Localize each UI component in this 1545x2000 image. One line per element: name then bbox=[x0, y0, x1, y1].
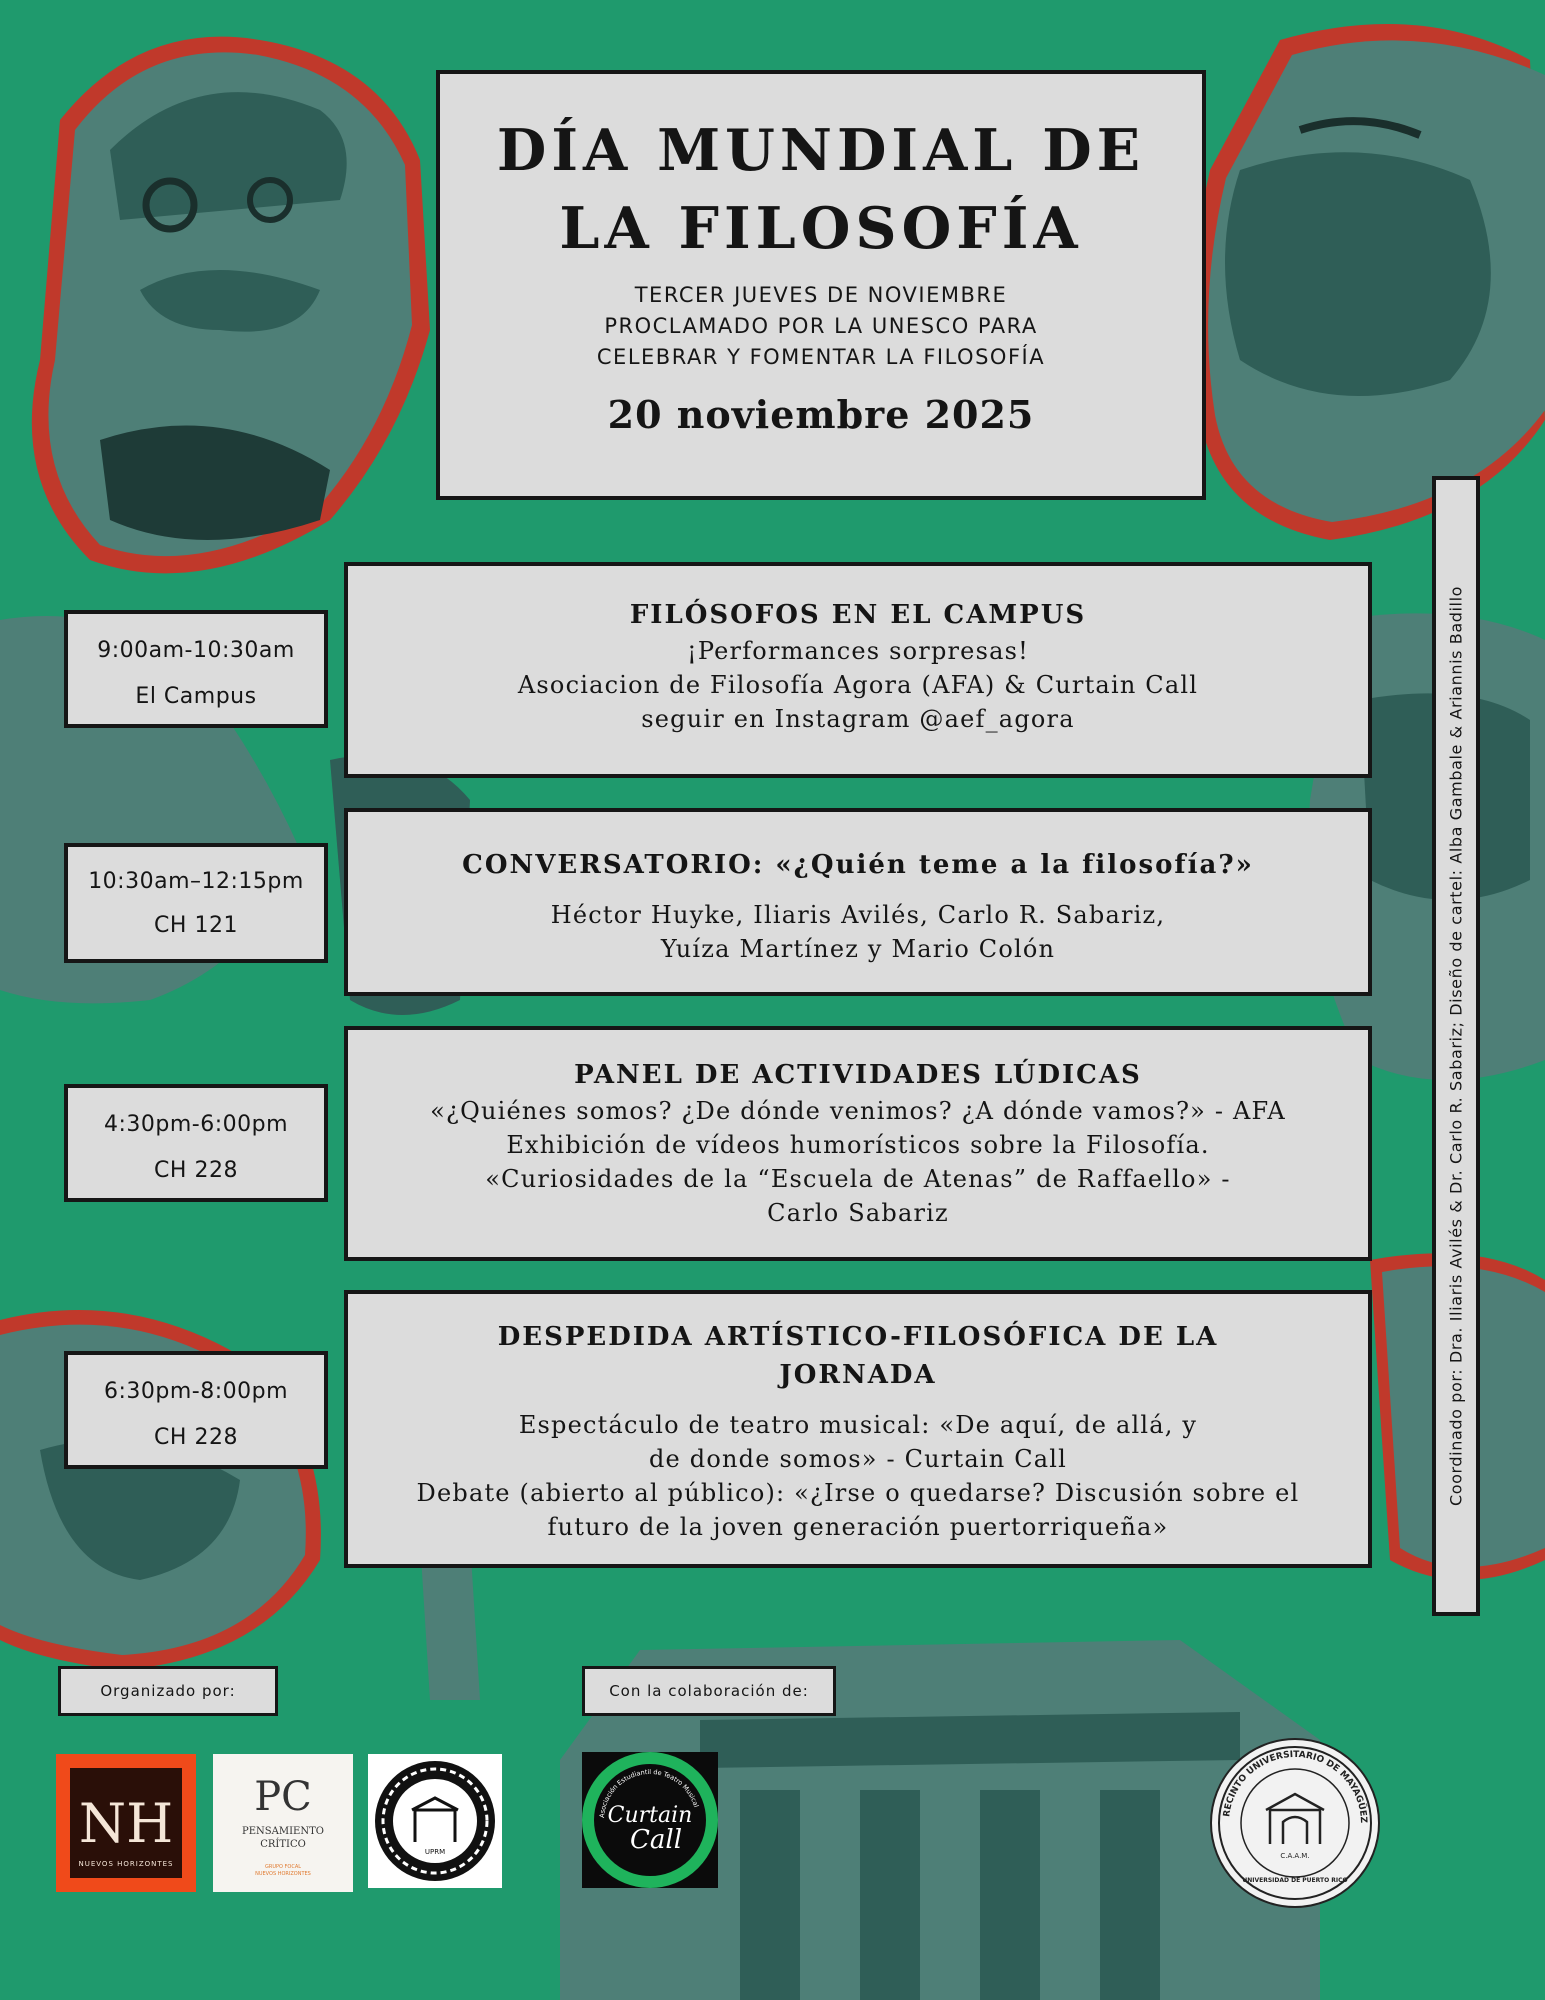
cc-line-1: Curtain bbox=[607, 1803, 693, 1828]
event-card-4 bbox=[344, 1290, 1372, 1568]
time-slot-4 bbox=[64, 1351, 328, 1469]
collab-label: Con la colaboración de: bbox=[582, 1666, 836, 1716]
event-title-3: PANEL DE ACTIVIDADES LÚDICAS bbox=[574, 1060, 1142, 1090]
event-title-4-line-2: JORNADA bbox=[779, 1360, 937, 1390]
curtain-call-logo bbox=[582, 1752, 718, 1888]
pc-name-1: PENSAMIENTO bbox=[242, 1826, 324, 1837]
event-title-2: CONVERSATORIO: «¿Quién teme a la filosofía?» bbox=[462, 850, 1254, 880]
event-4-line-2: de donde somos» - Curtain Call bbox=[648, 1445, 1068, 1473]
event-4-line-4: futuro de la joven generación puertorriqueña» bbox=[547, 1513, 1169, 1541]
place-4: CH 228 bbox=[154, 1425, 238, 1450]
pc-sub-2: NUEVOS HORIZONTES bbox=[255, 1871, 311, 1877]
event-1-line-3: seguir en Instagram @aef_agora bbox=[641, 705, 1075, 733]
rum-seal-logo bbox=[1208, 1736, 1382, 1910]
event-4-line-3: Debate (abierto al público): «¿Irse o quedarse? Discusión sobre el bbox=[416, 1479, 1300, 1507]
time-slot-1 bbox=[64, 610, 328, 728]
event-3-line-1: «¿Quiénes somos? ¿De dónde venimos? ¿A dónde vamos?» - AFA bbox=[430, 1097, 1286, 1125]
event-date: 20 noviembre 2025 bbox=[607, 392, 1035, 437]
time-slot-3 bbox=[64, 1084, 328, 1202]
place-3: CH 228 bbox=[154, 1158, 238, 1183]
event-title-4 bbox=[348, 1318, 1368, 1394]
pc-sub-1: GRUPO FOCAL bbox=[264, 1864, 302, 1870]
event-4-line-1: Espectáculo de teatro musical: «De aquí, de allá, y bbox=[518, 1411, 1198, 1439]
event-2-line-2: Yuíza Martínez y Mario Colón bbox=[660, 935, 1056, 963]
rum-bottom: UNIVERSIDAD DE PUERTO RICO bbox=[1242, 1877, 1348, 1884]
title-line-1: DÍA MUNDIAL DE bbox=[496, 117, 1146, 184]
organized-label: Organizado por: bbox=[58, 1666, 278, 1716]
subtitle-line-2: PROCLAMADO POR LA UNESCO PARA bbox=[604, 314, 1038, 338]
time-4: 6:30pm-8:00pm bbox=[103, 1379, 289, 1404]
place-2: CH 121 bbox=[154, 913, 238, 938]
nh-letters: NH bbox=[78, 1792, 174, 1855]
title-line-2: LA FILOSOFÍA bbox=[559, 195, 1083, 262]
event-3-line-3: «Curiosidades de la “Escuela de Atenas” de Raffaello» - bbox=[485, 1165, 1231, 1193]
event-3-line-2: Exhibición de vídeos humorísticos sobre la Filosofía. bbox=[506, 1131, 1210, 1159]
pc-letters: PC bbox=[254, 1774, 312, 1820]
rum-ring-path: RECINTO UNIVERSITARIO DE MAYAGÜEZ bbox=[1222, 1749, 1369, 1824]
agora-logo bbox=[368, 1754, 502, 1888]
nuevos-horizontes-logo bbox=[56, 1754, 196, 1892]
subtitle bbox=[440, 280, 1202, 373]
cc-ring-path: Asociación Estudiantil de Teatro Musical bbox=[598, 1767, 701, 1819]
event-card-3 bbox=[344, 1026, 1372, 1261]
event-card-1 bbox=[344, 562, 1372, 778]
subtitle-line-1: TERCER JUEVES DE NOVIEMBRE bbox=[634, 283, 1008, 307]
event-3-line-4: Carlo Sabariz bbox=[767, 1199, 949, 1227]
event-2-line-1: Héctor Huyke, Iliaris Avilés, Carlo R. Sabariz, bbox=[550, 901, 1166, 929]
time-2: 10:30am–12:15pm bbox=[88, 869, 304, 894]
time-slot-2 bbox=[64, 843, 328, 963]
event-1-line-1: ¡Performances sorpresas! bbox=[687, 637, 1029, 665]
event-card-2 bbox=[344, 808, 1372, 996]
credits-text: Coordinado por: Dra. Iliaris Avilés & Dr. Carlo R. Sabariz; Diseño de cartel: Alba Gambale & Ariannis Badillo bbox=[1446, 585, 1466, 1507]
time-1: 9:00am-10:30am bbox=[97, 638, 295, 663]
place-1: El Campus bbox=[135, 684, 257, 709]
agora-text: UPRM bbox=[424, 1848, 446, 1856]
credits-panel bbox=[1432, 476, 1480, 1616]
subtitle-line-3: CELEBRAR Y FOMENTAR LA FILOSOFÍA bbox=[596, 345, 1046, 369]
event-title-1: FILÓSOFOS EN EL CAMPUS bbox=[629, 600, 1087, 630]
event-title-4-line-1: DESPEDIDA ARTÍSTICO-FILOSÓFICA DE LA bbox=[497, 1322, 1219, 1352]
pc-name-2: CRÍTICO bbox=[260, 1839, 306, 1850]
rum-center: C.A.A.M. bbox=[1280, 1852, 1310, 1860]
pensamiento-critico-logo bbox=[213, 1754, 353, 1892]
time-3: 4:30pm-6:00pm bbox=[103, 1112, 289, 1137]
cc-line-2: Call bbox=[629, 1825, 683, 1855]
nh-name: NUEVOS HORIZONTES bbox=[78, 1860, 174, 1868]
title-card bbox=[436, 70, 1206, 500]
page-title bbox=[440, 112, 1202, 268]
event-1-line-2: Asociacion de Filosofía Agora (AFA) & Curtain Call bbox=[517, 671, 1199, 699]
